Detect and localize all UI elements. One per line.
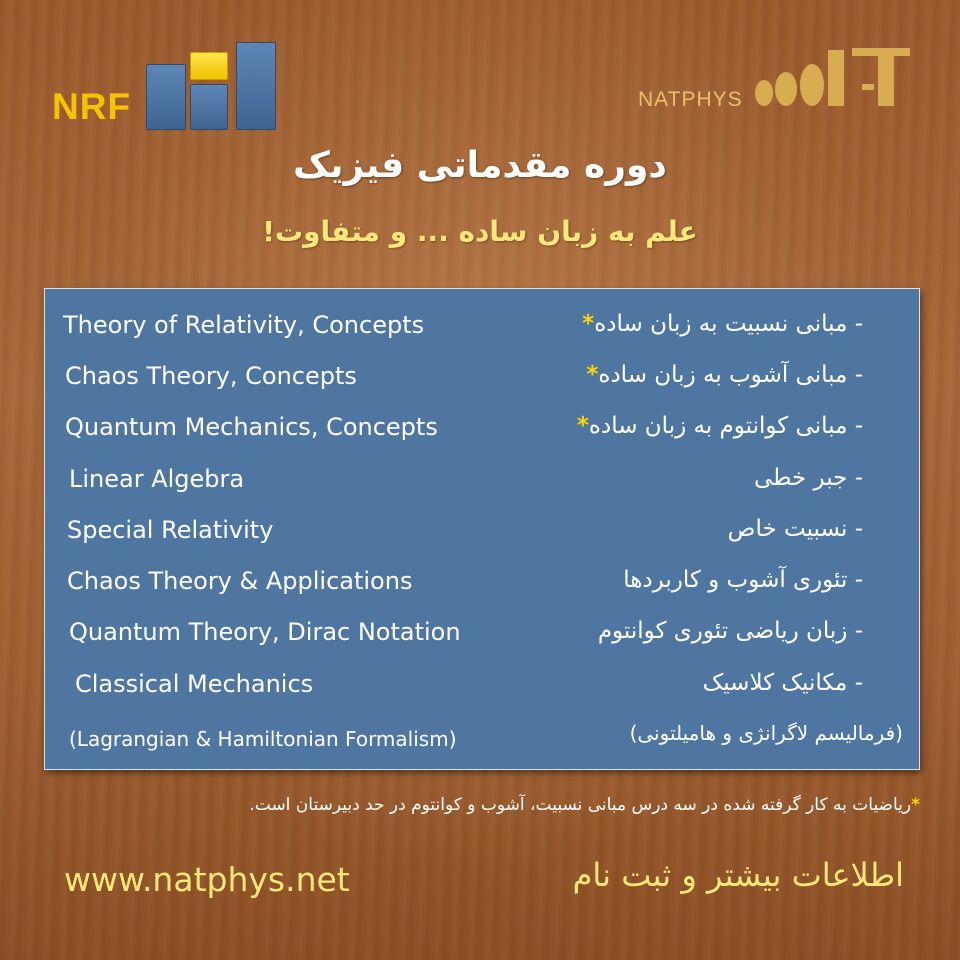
- course-name-fa: - جبر خطی: [753, 465, 863, 491]
- course-name-fa: - زبان ریاضی تئوری کوانتوم: [597, 618, 863, 644]
- nrf-logo-yellow-block: [190, 52, 228, 80]
- natphys-logo-bar: [862, 84, 874, 90]
- register-info-text: اطلاعات بیشتر و ثبت نام: [572, 856, 904, 894]
- natphys-logo-dot: [775, 72, 797, 106]
- course-name-fa-text: - مبانی کوانتوم به زبان ساده: [588, 413, 863, 439]
- course-star: *: [582, 311, 595, 337]
- nrf-logo-bar: [236, 42, 276, 130]
- course-name-fa: - نسبیت خاص: [727, 516, 863, 542]
- course-name-fa-note: (فرمالیسم لاگرانژی و هامیلتونی): [629, 721, 903, 745]
- course-name-fa: [577, 413, 863, 439]
- natphys-logo-bar: [852, 48, 910, 56]
- course-name-en: Special Relativity: [67, 516, 274, 544]
- footnote-star: *: [911, 795, 920, 815]
- natphys-logo-bar: [878, 56, 894, 106]
- course-name-en: Chaos Theory & Applications: [67, 567, 413, 595]
- course-name-en: Quantum Theory, Dirac Notation: [69, 618, 461, 646]
- nrf-logo-bar: [146, 64, 186, 130]
- course-star: *: [586, 362, 599, 388]
- page-title: دوره مقدماتی فیزیک: [293, 145, 667, 186]
- course-name-fa-text: - مبانی آشوب به زبان ساده: [598, 362, 863, 388]
- natphys-logo-dot: [755, 80, 773, 106]
- course-name-en: Chaos Theory, Concepts: [65, 362, 357, 390]
- nrf-logo-bar: [190, 84, 228, 130]
- course-name-en-note: (Lagrangian & Hamiltonian Formalism): [69, 727, 457, 751]
- course-name-fa: - مکانیک کلاسیک: [702, 670, 863, 696]
- course-name-en: Classical Mechanics: [75, 670, 314, 698]
- footnote: [40, 795, 920, 815]
- course-list-panel: [44, 288, 920, 770]
- nrf-logo-text: NRF: [52, 86, 132, 127]
- natphys-logo-text: NATPHYS: [638, 88, 743, 111]
- course-star: *: [576, 413, 589, 439]
- course-name-fa: [586, 362, 863, 388]
- website-link[interactable]: www.natphys.net: [64, 860, 350, 899]
- natphys-logo-dot: [800, 64, 824, 106]
- course-name-en: Theory of Relativity, Concepts: [63, 311, 425, 339]
- natphys-logo-bar: [828, 50, 844, 106]
- page-subtitle: علم به زبان ساده ... و متفاوت!: [262, 215, 698, 248]
- course-name-fa: - تئوری آشوب و کاربردها: [623, 567, 863, 593]
- course-name-fa-text: - مبانی نسبیت به زبان ساده: [594, 311, 863, 337]
- course-name-en: Linear Algebra: [69, 465, 245, 493]
- course-name-en: Quantum Mechanics, Concepts: [65, 413, 438, 441]
- course-name-fa: [582, 311, 863, 337]
- footnote-text: ریاضیات به کار گرفته شده در سه درس مبانی نسبیت، آشوب و کوانتوم در حد دبیرستان است.: [249, 795, 912, 815]
